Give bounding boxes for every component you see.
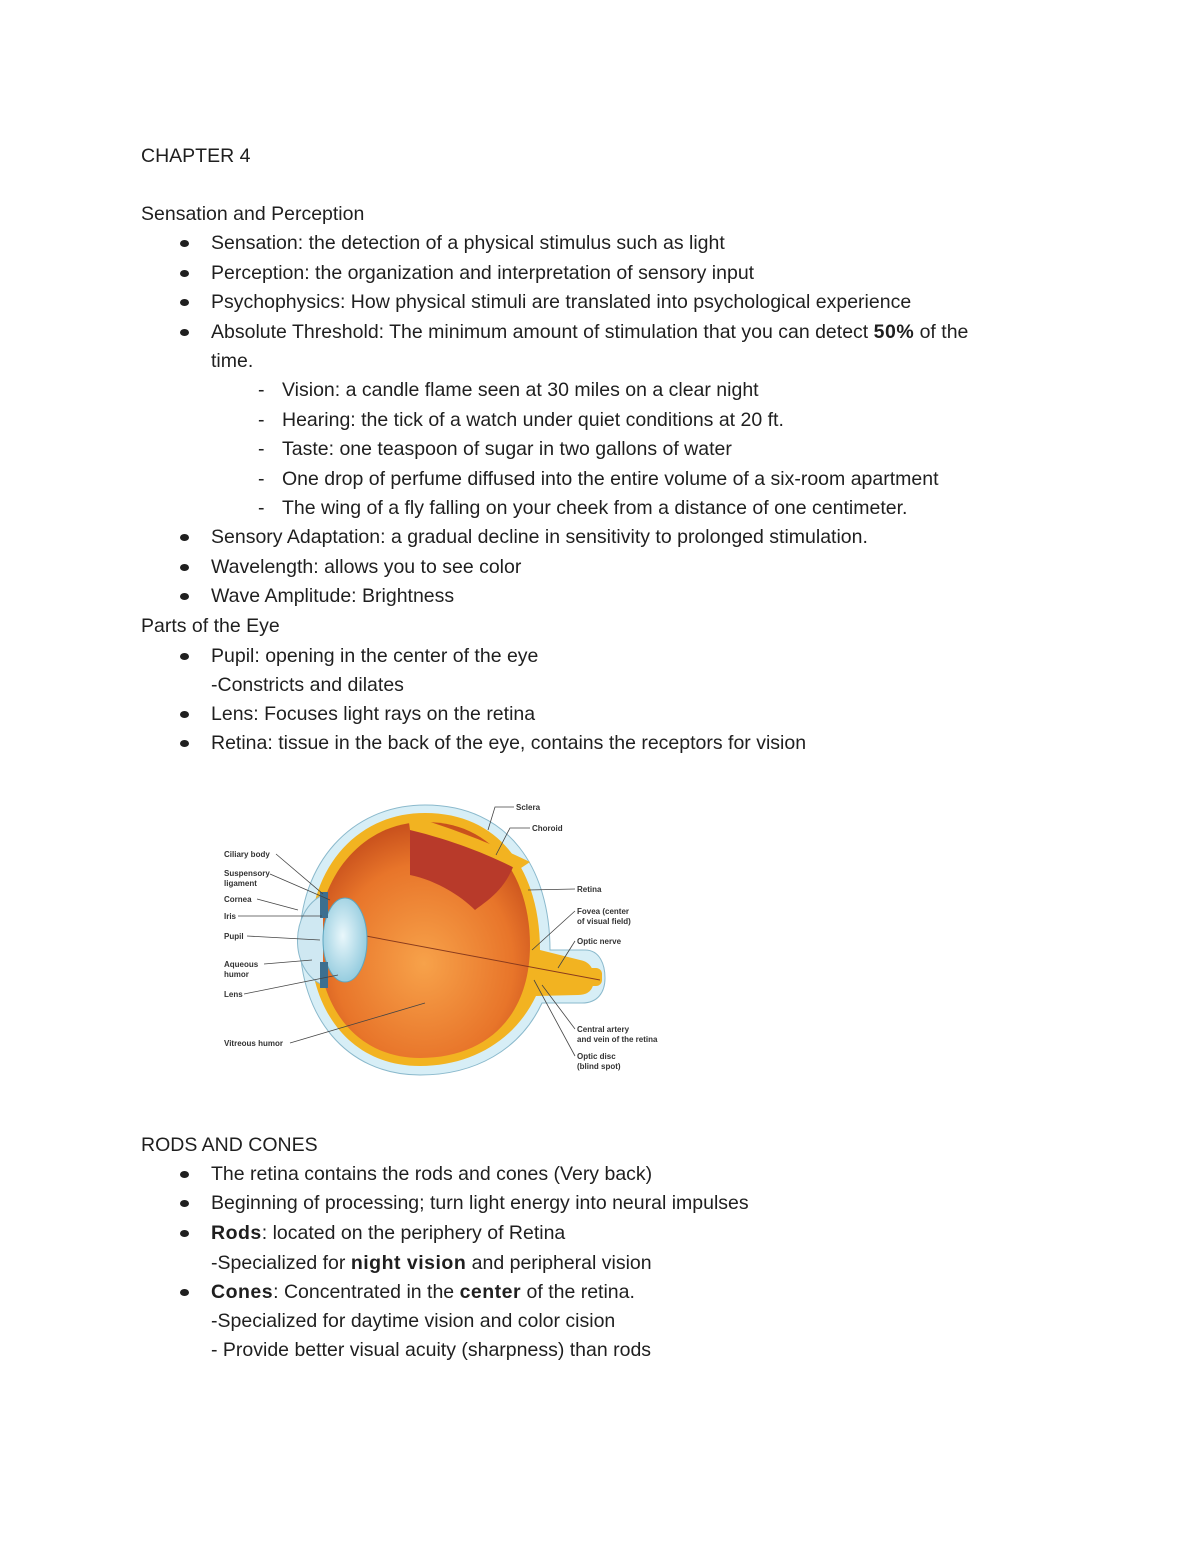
list-item-retina-contains: The retina contains the rods and cones (Very back): [211, 1163, 653, 1185]
dash-marker: -: [258, 438, 265, 460]
sub-item-smell: One drop of perfume diffused into the entire volume of a six-room apartment: [282, 468, 939, 490]
eye-anatomy-diagram: [220, 800, 672, 1080]
list-item-pupil-sub: -Constricts and dilates: [211, 674, 404, 696]
label-optic-nerve: Optic nerve: [577, 937, 622, 946]
section-heading-sensation: Sensation and Perception: [141, 203, 365, 225]
label-choroid: Choroid: [532, 824, 563, 833]
list-item-cones-sub-1: -Specialized for daytime vision and color cision: [211, 1310, 616, 1332]
label-vein-of-retina: and vein of the retina: [577, 1035, 658, 1044]
label-central-artery: Central artery: [577, 1025, 630, 1034]
list-item-retina: Retina: tissue in the back of the eye, contains the receptors for vision: [211, 732, 807, 754]
dash-marker: -: [258, 468, 265, 490]
list-item-perception: Perception: the organization and interpretation of sensory input: [211, 262, 755, 284]
list-item-rods: [211, 1221, 565, 1245]
label-fovea: Fovea (center: [577, 907, 630, 916]
list-item-lens: Lens: Focuses light rays on the retina: [211, 703, 536, 725]
text-run: of the retina.: [521, 1281, 635, 1303]
label-cornea: Cornea: [224, 895, 252, 904]
label-aqueous: Aqueous: [224, 960, 259, 969]
text-run: of the: [914, 321, 969, 343]
bold-text: night vision: [350, 1252, 467, 1274]
list-item-psychophysics: Psychophysics: How physical stimuli are translated into psychological experience: [211, 291, 912, 313]
label-sclera: Sclera: [516, 803, 541, 812]
section-heading-rods-cones: RODS AND CONES: [141, 1134, 318, 1156]
iris-shape: [320, 962, 328, 988]
label-optic-disc: Optic disc: [577, 1052, 616, 1061]
bold-text: Cones: [211, 1281, 274, 1303]
text-run: : Concentrated in the: [273, 1281, 460, 1303]
sub-item-taste: Taste: one teaspoon of sugar in two gallons of water: [282, 438, 732, 460]
section-heading-eye: Parts of the Eye: [141, 615, 280, 637]
list-item-wavelength: Wavelength: allows you to see color: [211, 556, 522, 578]
label-suspensory: Suspensory: [224, 869, 270, 878]
dash-marker: -: [258, 379, 265, 401]
text-run: and peripheral vision: [466, 1252, 652, 1274]
list-item-processing: Beginning of processing; turn light energy into neural impulses: [211, 1192, 749, 1214]
chapter-title: CHAPTER 4: [141, 145, 251, 167]
dash-marker: -: [258, 409, 265, 431]
list-item-continuation: time.: [211, 350, 254, 372]
label-ciliary-body: Ciliary body: [224, 850, 270, 859]
sub-item-vision: Vision: a candle flame seen at 30 miles on a clear night: [282, 379, 759, 401]
text-run: -Specialized for: [211, 1252, 351, 1274]
label-retina: Retina: [577, 885, 602, 894]
label-iris: Iris: [224, 912, 237, 921]
label-blind-spot: (blind spot): [577, 1062, 621, 1071]
label-humor: humor: [224, 970, 249, 979]
label-lens: Lens: [224, 990, 243, 999]
sub-item-touch: The wing of a fly falling on your cheek from a distance of one centimeter.: [282, 497, 908, 519]
optic-nerve-shape: [532, 968, 602, 986]
list-item-sensory-adaptation: Sensory Adaptation: a gradual decline in sensitivity to prolonged stimulation.: [211, 526, 868, 548]
lens-shape: [323, 898, 367, 982]
label-vitreous-humor: Vitreous humor: [224, 1039, 283, 1048]
label-pupil: Pupil: [224, 932, 244, 941]
bold-text: 50%: [873, 321, 915, 343]
bold-text: Rods: [211, 1222, 262, 1244]
text-run: Absolute Threshold: The minimum amount of stimulation that you can detect: [211, 321, 874, 343]
list-item-sensation: Sensation: the detection of a physical stimulus such as light: [211, 232, 725, 254]
list-item-pupil: Pupil: opening in the center of the eye: [211, 645, 539, 667]
text-run: : located on the periphery of Retina: [261, 1222, 566, 1244]
list-item-wave-amplitude: Wave Amplitude: Brightness: [211, 585, 455, 607]
list-item-absolute-threshold: [211, 320, 968, 344]
list-item-cones: [211, 1280, 635, 1304]
dash-marker: -: [258, 497, 265, 519]
list-item-cones-sub-2: - Provide better visual acuity (sharpness) than rods: [211, 1339, 652, 1361]
sub-item-hearing: Hearing: the tick of a watch under quiet conditions at 20 ft.: [282, 409, 784, 431]
label-visual-field: of visual field): [577, 917, 631, 926]
bold-text: center: [459, 1281, 522, 1303]
label-ligament: ligament: [224, 879, 257, 888]
list-item-rods-sub: [211, 1251, 652, 1275]
